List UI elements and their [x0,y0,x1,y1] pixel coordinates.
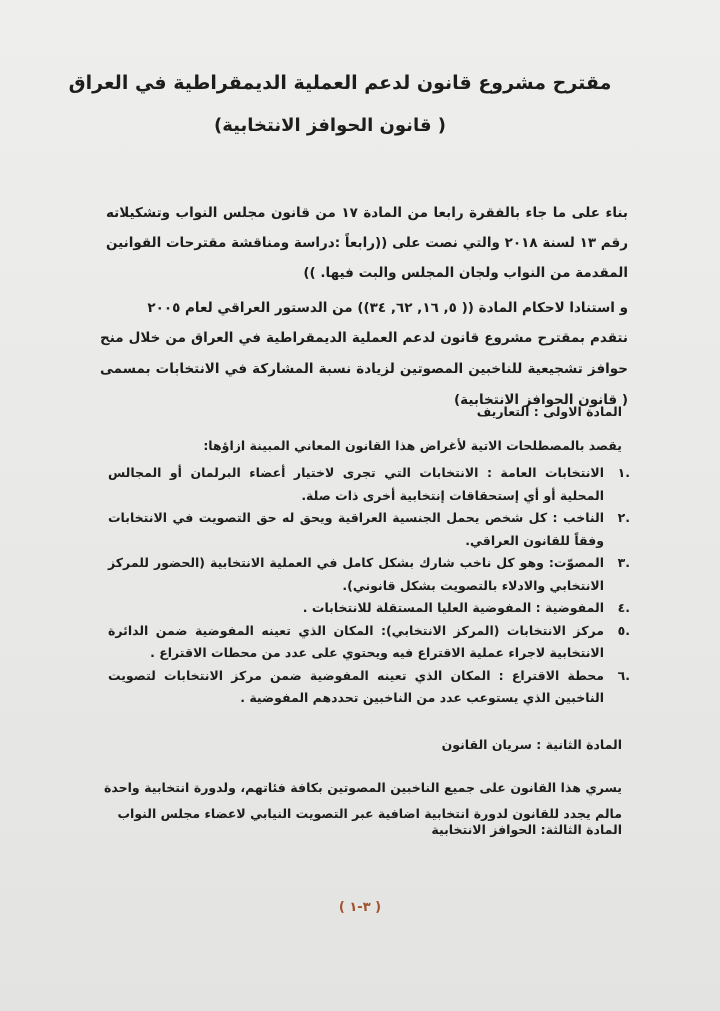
definition-number: .٥ [617,622,630,638]
articles-paragraph: و استنادا لاحكام المادة (( ٥, ١٦, ٦٢, ٣٤)) من الدستور العراقي لعام ٢٠٠٥ [147,299,628,316]
definition-text: محطة الاقتراع : المكان الذي تعينه المفوضية ضمن مركز الانتخابات لتصويت الناخبين الذي يستوعب عدد من الناخبين تحددهم المفوضية . [108,667,604,705]
definition-text: مركز الانتخابات (المركز الانتخابي): المكان الذي تعينه المفوضية ضمن الدائرة الانتخابية لاجراء عملية الاقتراع فيه ويحتوي على عدد من محطات الاقتراع . [108,622,604,660]
definition-item [108,462,630,507]
definition-text: الناخب : كل شخص يحمل الجنسية العراقية ويحق له حق التصويت في الانتخابات وفقاً للقانون العراقي. [108,510,604,548]
definitions-list [108,462,630,710]
definition-item [108,620,630,665]
definition-text: الانتخابات العامة : الانتخابات التي تجرى لاختيار أعضاء البرلمان أو المجالس المحلية أو أي إستحقاقات إنتخابية أخرى ذات صلة. [108,465,604,503]
definition-number: .١ [617,465,630,480]
article1-heading: المادة الاولى : التعاريف [476,404,622,419]
definition-number: .٢ [617,510,630,525]
document-title: مقترح مشروع قانون لدعم العملية الديمقراطية في العراق [68,72,612,94]
definition-text: المصوّت: وهو كل ناخب شارك بشكل كامل في العملية الانتخابية (الحضور للمركز الانتخابي والادلاء بالتصويت بشكل قانوني). [108,555,604,593]
definition-text: المفوضية : المفوضية العليا المستقلة للانتخابات . [302,600,604,615]
definitions-intro: يقصد بالمصطلحات الاتية لأغراض هذا القانون المعاني المبينة ازاؤها: [203,438,622,453]
article2-heading: المادة الثانية : سريان القانون [441,737,622,752]
document-subtitle: ( قانون الحوافز الانتخابية) [214,115,446,136]
article3-heading: المادة الثالثة: الحوافز الانتخابية [431,822,622,837]
article2-paragraph: يسري هذا القانون على جميع الناخبين المصوتين بكافة فئاتهم، ولدورة انتخابية واحدة مالم يجدد للقانون لدورة انتخابية اضافية عبر التصويت النيابي لاعضاء مجلس النواب [104,779,622,821]
definition-number: .٣ [617,555,630,570]
definition-item [108,552,630,597]
definition-number: .٤ [617,600,630,615]
proposal-paragraph: نتقدم بمقترح مشروع قانون لدعم العملية الديمقراطية في العراق من خلال منح حوافز تشجيعية للناخبين المصوتين لزيادة نسبة المشاركة في الانتخابات بمسمى ( قانون الحوافز الانتخابية) [100,329,628,408]
definition-item [108,507,630,552]
definition-number: .٦ [617,667,630,683]
page-number: ( ٣-١ ) [338,900,382,915]
definition-item [108,597,630,620]
definition-item [108,665,630,710]
basis-paragraph: بناء على ما جاء بالفقرة رابعا من المادة ١٧ من قانون مجلس النواب وتشكيلاته رقم ١٣ لسنة ٢٠١٨ والتي نصت على ((رابعاً :دراسة ومناقشة مقترحات القوانين المقدمة من النواب ولجان المجلس والبت فيها. )) [106,204,629,281]
